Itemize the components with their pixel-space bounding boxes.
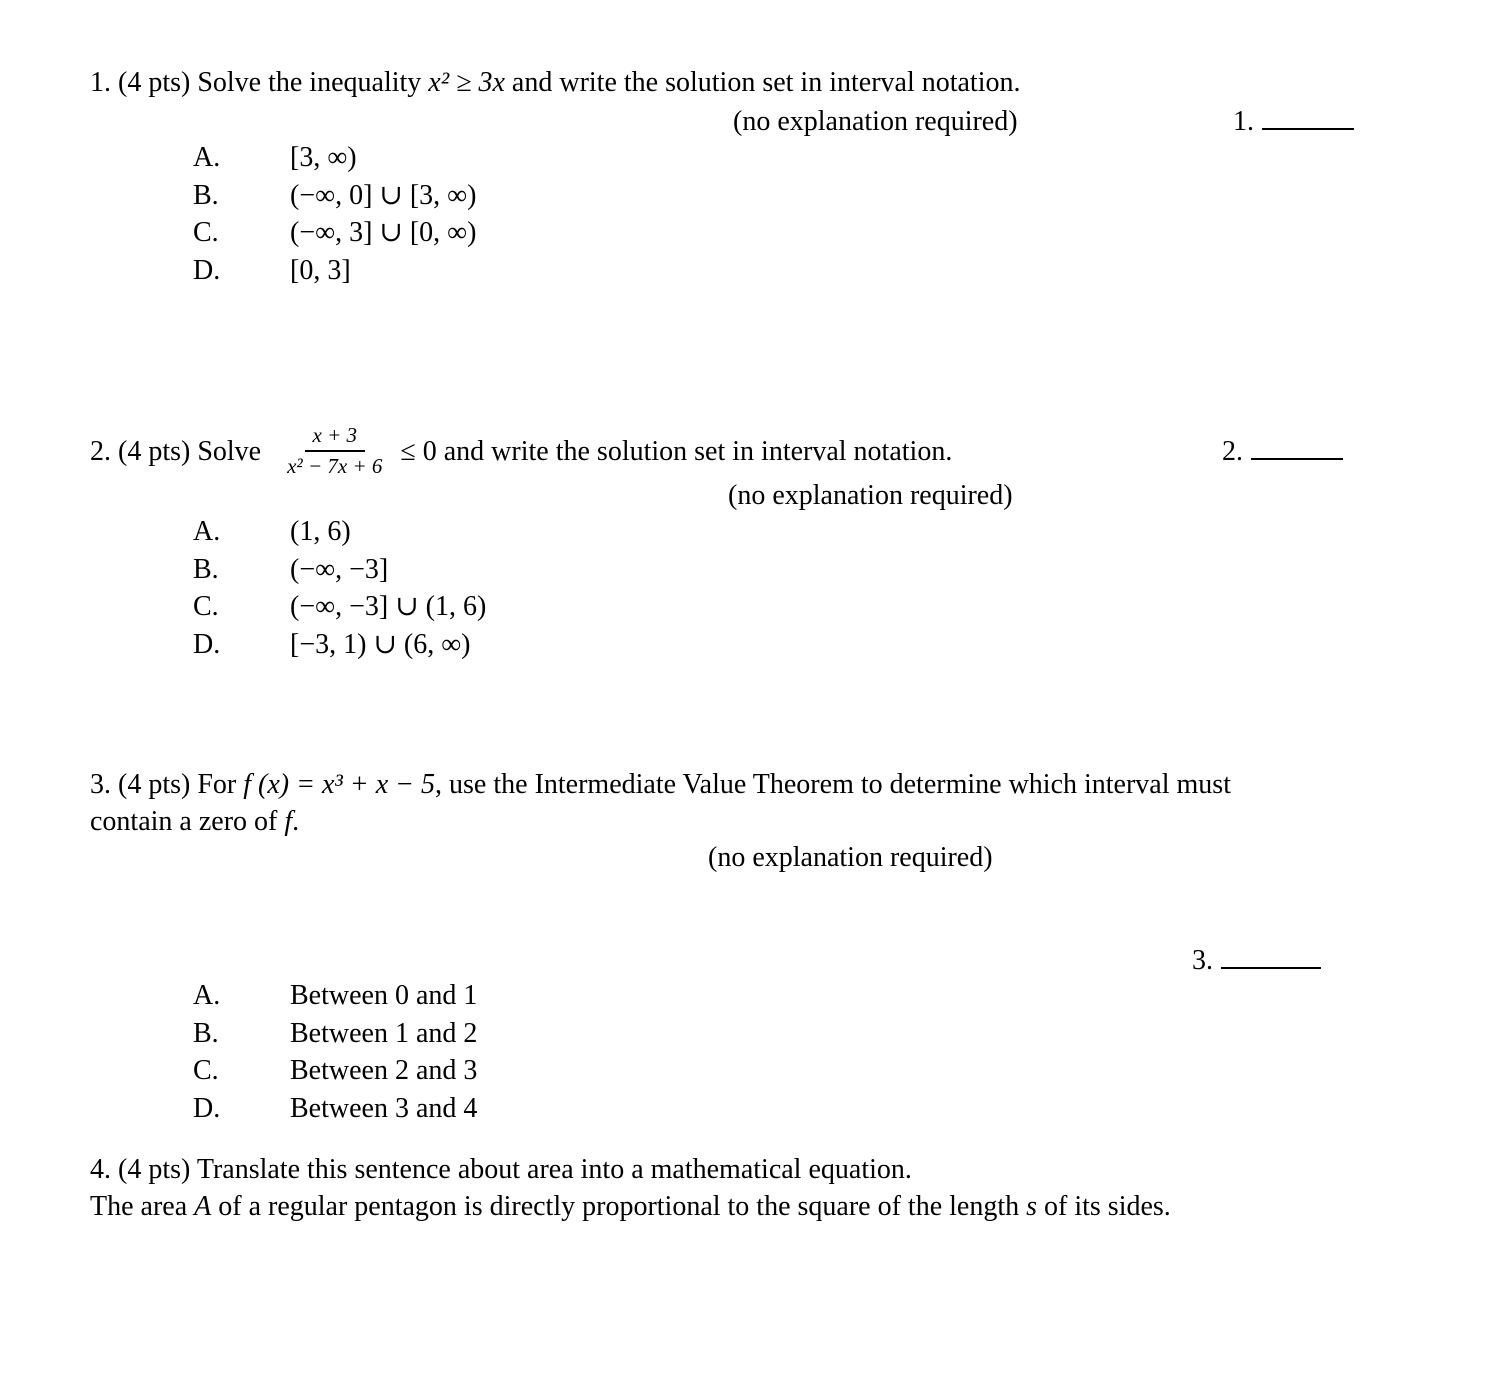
option-letter: B. bbox=[193, 553, 219, 585]
option-letter: A. bbox=[193, 516, 221, 547]
question-1-math-expression: x² ≥ 3x bbox=[428, 67, 505, 98]
question-3-no-explanation-note bbox=[708, 839, 993, 876]
question-4-variable-side: s bbox=[1026, 1191, 1038, 1222]
option-text: Between 2 and 3 bbox=[290, 1055, 478, 1086]
question-3-prompt-line1 bbox=[90, 766, 1231, 803]
fraction-denominator: x² − 7x + 6 bbox=[287, 454, 383, 478]
question-1-answer-blank bbox=[1262, 103, 1354, 130]
no-explanation-text: (no explanation required) bbox=[733, 106, 1018, 137]
question-1-prompt-suffix: and write the solution set in interval notation. bbox=[504, 67, 1021, 98]
question-2-prompt bbox=[90, 420, 952, 482]
option-row bbox=[193, 177, 476, 215]
question-3-function-symbol: f bbox=[284, 806, 293, 837]
option-letter: D. bbox=[193, 1092, 221, 1124]
option-letter: D. bbox=[193, 254, 221, 286]
question-2-answer-blank bbox=[1251, 433, 1343, 460]
question-4-line2-suffix: of its sides. bbox=[1037, 1191, 1171, 1222]
option-letter: C. bbox=[193, 217, 219, 248]
fraction-numerator: x + 3 bbox=[305, 423, 366, 452]
option-text: Between 0 and 1 bbox=[290, 980, 478, 1011]
question-4-line2-mid: of a regular pentagon is directly proportional to the square of the length bbox=[211, 1191, 1027, 1222]
no-explanation-text: (no explanation required) bbox=[708, 842, 993, 873]
question-4-variable-area: A bbox=[194, 1191, 212, 1222]
question-4-prompt-line1 bbox=[90, 1151, 912, 1188]
question-4-line1-text: 4. (4 pts) Translate this sentence about area into a mathematical equation. bbox=[90, 1154, 912, 1185]
question-3-prompt-prefix: 3. (4 pts) For bbox=[90, 769, 244, 800]
option-text: Between 1 and 2 bbox=[290, 1017, 478, 1049]
option-letter: A. bbox=[193, 980, 221, 1011]
option-text: [−3, 1) ∪ (6, ∞) bbox=[290, 628, 471, 660]
option-text: [0, 3] bbox=[290, 254, 351, 286]
option-letter: A. bbox=[193, 142, 221, 173]
option-row bbox=[193, 1090, 477, 1128]
question-1-answer-label: 1. bbox=[1233, 106, 1254, 137]
question-4-prompt-line2 bbox=[90, 1188, 1171, 1225]
option-row bbox=[193, 551, 486, 589]
question-1-options bbox=[193, 139, 476, 289]
question-4-line2-prefix: The area bbox=[90, 1191, 195, 1222]
no-explanation-text: (no explanation required) bbox=[728, 480, 1013, 511]
option-row bbox=[193, 139, 476, 177]
question-3-math-expression: f (x) = x³ + x − 5 bbox=[243, 769, 436, 800]
question-2-answer-area bbox=[1222, 433, 1343, 470]
option-letter: C. bbox=[193, 1055, 219, 1086]
question-1-no-explanation-note bbox=[733, 103, 1018, 140]
option-row bbox=[193, 588, 486, 626]
option-row bbox=[193, 626, 486, 664]
question-2-answer-label: 2. bbox=[1222, 436, 1243, 467]
option-letter: C. bbox=[193, 591, 219, 622]
option-text: (−∞, 3] ∪ [0, ∞) bbox=[290, 217, 477, 248]
fraction bbox=[279, 423, 390, 479]
option-text: (−∞, 0] ∪ [3, ∞) bbox=[290, 179, 477, 211]
question-2-prompt-prefix: 2. (4 pts) Solve bbox=[90, 435, 262, 467]
question-2-prompt-suffix: ≤ 0 and write the solution set in interval notation. bbox=[400, 435, 953, 467]
option-text: (−∞, −3] ∪ (1, 6) bbox=[290, 591, 487, 622]
option-text: (−∞, −3] bbox=[290, 553, 389, 585]
question-2-options bbox=[193, 513, 486, 663]
question-1-prompt-prefix: 1. (4 pts) Solve the inequality bbox=[90, 67, 429, 98]
question-3-line2-suffix: . bbox=[292, 806, 300, 837]
option-row bbox=[193, 977, 477, 1015]
question-3-prompt-suffix: , use the Intermediate Value Theorem to determine which interval must bbox=[435, 769, 1231, 800]
option-row bbox=[193, 1015, 477, 1053]
question-3-answer-blank bbox=[1221, 942, 1321, 969]
option-text: Between 3 and 4 bbox=[290, 1092, 478, 1124]
option-row bbox=[193, 252, 476, 290]
option-text: (1, 6) bbox=[290, 516, 351, 547]
question-1-answer-area bbox=[1233, 103, 1354, 140]
option-letter: B. bbox=[193, 179, 219, 211]
question-3-prompt-line2 bbox=[90, 803, 299, 840]
option-letter: B. bbox=[193, 1017, 219, 1049]
question-3-answer-area bbox=[1192, 942, 1321, 979]
option-letter: D. bbox=[193, 628, 221, 660]
question-2-no-explanation-note bbox=[728, 477, 1013, 514]
question-3-line2-prefix: contain a zero of bbox=[90, 806, 285, 837]
option-row bbox=[193, 513, 486, 551]
option-row bbox=[193, 214, 476, 252]
question-3-answer-label: 3. bbox=[1192, 945, 1213, 976]
option-row bbox=[193, 1052, 477, 1090]
question-3-options bbox=[193, 977, 477, 1127]
option-text: [3, ∞) bbox=[290, 142, 357, 173]
question-1-prompt bbox=[90, 64, 1021, 101]
